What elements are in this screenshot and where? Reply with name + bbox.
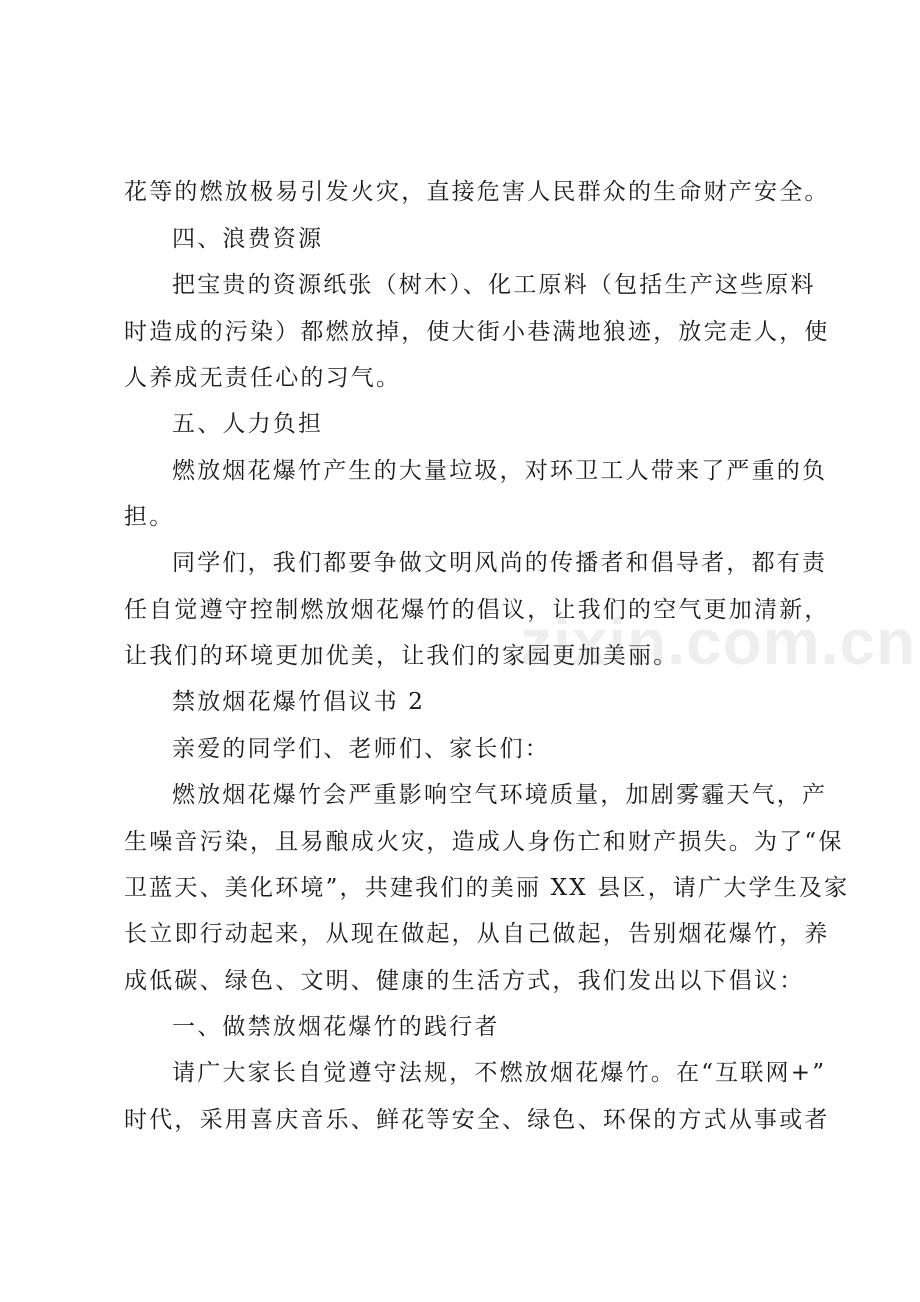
paragraph-line: 请广大家长自觉遵守法规，不燃放烟花爆竹。在“互联网+” <box>172 1060 827 1086</box>
paragraph-line: 把宝贵的资源纸张（树木）、化工原料（包括生产这些原料 <box>172 272 816 298</box>
paragraph-line: 卫蓝天、美化环境”，共建我们的美丽 XX 县区，请广大学生及家 <box>124 875 850 901</box>
paragraph-line: 燃放烟花爆竹会严重影响空气环境质量，加剧雾霾天气，产 <box>172 782 828 808</box>
paragraph-line: 让我们的环境更加优美，让我们的家园更加美丽。 <box>124 643 679 669</box>
section-heading: 五、人力负担 <box>172 411 324 437</box>
salutation: 亲爱的同学们、老师们、家长们： <box>172 736 550 762</box>
paragraph-line: 花等的燃放极易引发火灾，直接危害人民群众的生命财产安全。 <box>124 179 830 205</box>
paragraph-line: 生噪音污染，且易酿成火灾，造成人身伤亡和财产损失。为了“保 <box>124 829 844 855</box>
paragraph-line: 同学们，我们都要争做文明风尚的传播者和倡导者，都有责 <box>172 550 828 576</box>
paragraph-line: 人养成无责任心的习气。 <box>124 365 402 391</box>
paragraph-line: 担。 <box>124 504 175 530</box>
section-heading: 四、浪费资源 <box>172 226 324 252</box>
paragraph-line: 成低碳、绿色、文明、健康的生活方式，我们发出以下倡议： <box>124 968 805 994</box>
section-heading: 一、做禁放烟花爆竹的践行者 <box>172 1014 500 1040</box>
paragraph-line: 长立即行动起来，从现在做起，从自己做起，告别烟花爆竹，养 <box>124 921 830 947</box>
watermark: zixin.com.cn <box>520 606 917 678</box>
paragraph-line: 燃放烟花爆竹产生的大量垃圾，对环卫工人带来了严重的负 <box>172 458 828 484</box>
paragraph-line: 时代，采用喜庆音乐、鲜花等安全、绿色、环保的方式从事或者 <box>124 1107 830 1133</box>
paragraph-line: 时造成的污染）都燃放掉，使大街小巷满地狼迹，放完走人，使 <box>124 319 830 345</box>
document-title: 禁放烟花爆竹倡议书 2 <box>172 689 426 715</box>
paragraph-line: 任自觉遵守控制燃放烟花爆竹的倡议，让我们的空气更加清新， <box>124 597 830 623</box>
